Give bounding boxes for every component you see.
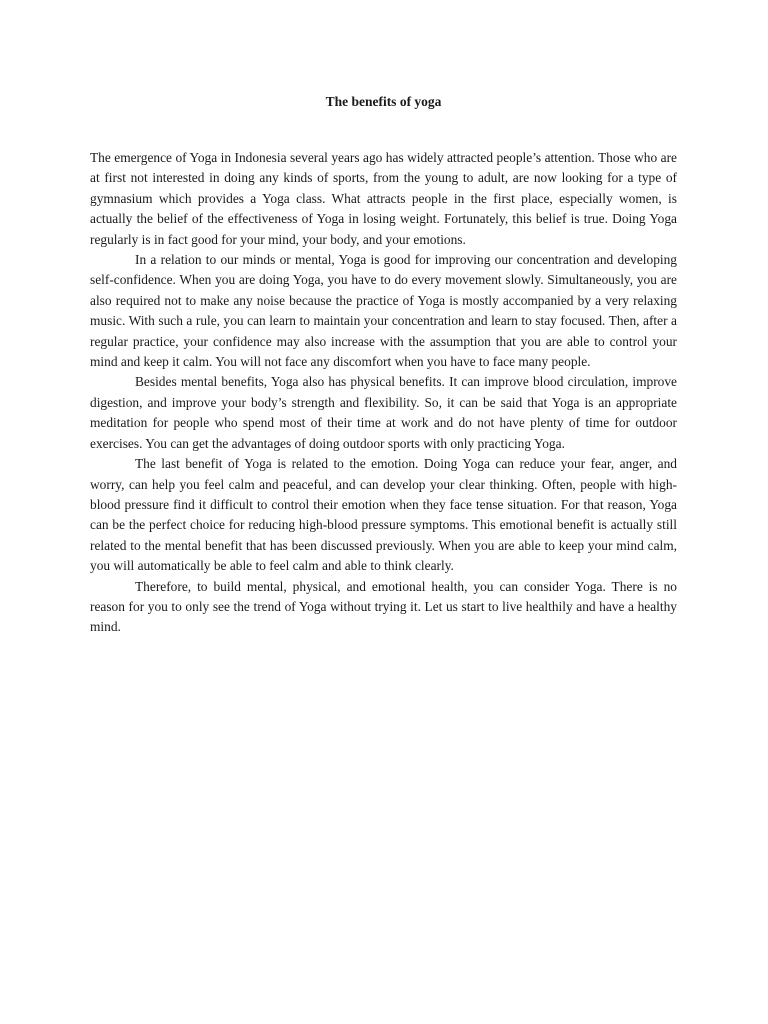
paragraph-conclusion: Therefore, to build mental, physical, and emotional health, you can consider Yoga. There is no reason for you to only see the trend of Yoga without trying it. Let us start to live healthily and have a healthy mind. bbox=[90, 578, 677, 635]
paragraph-mental-benefits: In a relation to our minds or mental, Yoga is good for improving our concentration and developing self-confidence. When you are doing Yoga, you have to do every movement slowly. Simultaneously, you are also required not to make any noise because the practice of Yoga is mostly accompanied by a very relaxing music. With such a rule, you can learn to maintain your concentration and learn to stay focused. Then, after a regular practice, your confidence may also increase with the assumption that you are able to control your mind and keep it calm. You will not face any discomfort when you have to face many people. bbox=[90, 252, 677, 370]
paragraph-physical-benefits: Besides mental benefits, Yoga also has physical benefits. It can improve blood circulation, improve digestion, and improve your body’s strength and flexibility. So, it can be said that Yoga is an appropriate meditation for people who spend most of their time at work and do not have plenty of time for outdoor exercises. You can get the advantages of doing outdoor sports with only practicing Yoga. bbox=[90, 374, 677, 451]
document-title: The benefits of yoga bbox=[325, 94, 442, 109]
document-page bbox=[90, 92, 677, 638]
paragraph-intro: The emergence of Yoga in Indonesia several years ago has widely attracted people’s attention. Those who are at first not interested in doing any kinds of sports, from the young to adult, are now looking for a type of gymnasium which provides a Yoga class. What attracts people in the first place, especially women, is actually the belief of the effectiveness of Yoga in losing weight. Fortunately, this belief is true. Doing Yoga regularly is in fact good for your mind, your body, and your emotions. bbox=[90, 150, 677, 247]
paragraph-emotional-benefits: The last benefit of Yoga is related to the emotion. Doing Yoga can reduce your fear, anger, and worry, can help you feel calm and peaceful, and can develop your clear thinking. Often, people with high-blood pressure find it difficult to control their emotion when they face tense situation. For that reason, Yoga can be the perfect choice for reducing high-blood pressure symptoms. This emotional benefit is actually still related to the mental benefit that has been discussed previously. When you are able to keep your mind calm, you will automatically be able to feel calm and able to think clearly. bbox=[90, 456, 677, 574]
